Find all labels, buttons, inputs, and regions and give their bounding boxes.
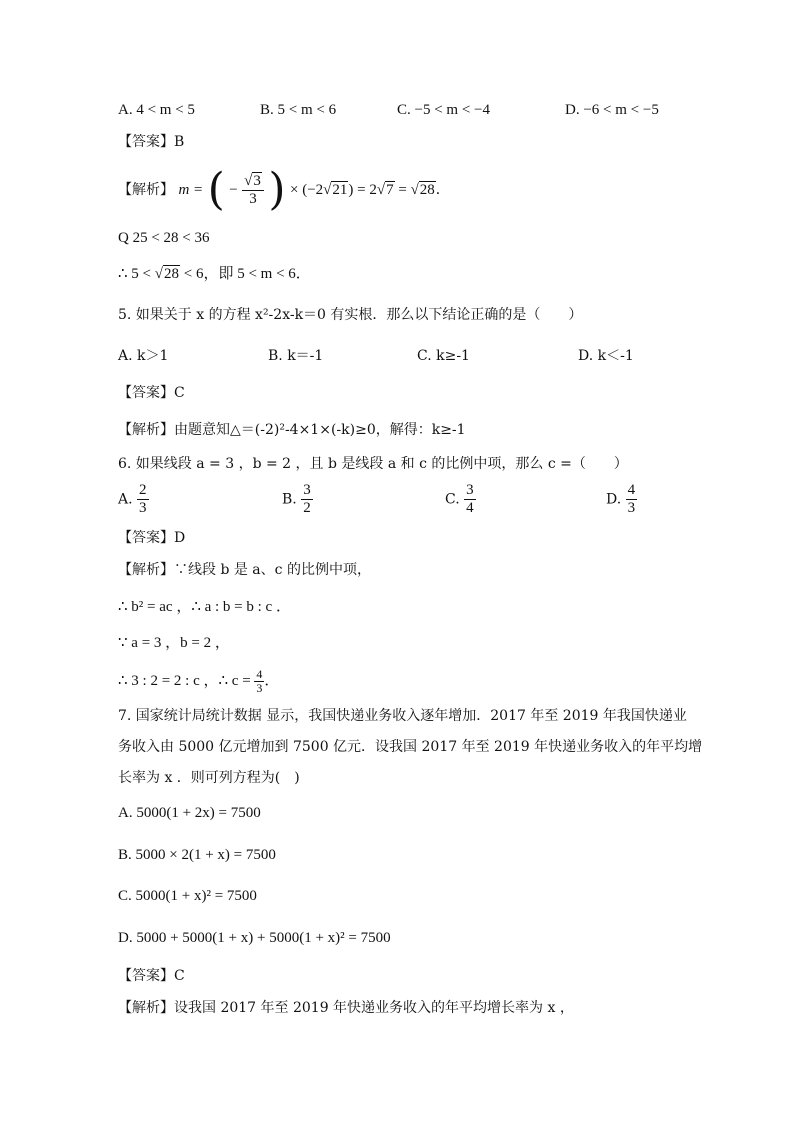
q6-option-b: B. $\frac{3}{2}$ (282, 482, 311, 516)
q7-stem-line-2: 务收入由 5000 亿元增加到 7500 亿元．设我国 2017 年至 2019 年快递业务收入的年平均增 (118, 739, 703, 755)
q7-option-b: B. 5000 × 2(1 + x) = 7500 (118, 847, 276, 863)
q4-expr-m: m = (178, 182, 204, 198)
q4-fraction-sqrt3-over-3: $\frac{√3}{3}$ (242, 173, 264, 208)
q5-analysis: 【解析】由题意知△＝(-2)²-4×1×(-k)≥0，解得：k≥-1 (118, 422, 466, 438)
q6-analysis-4: ∴ 3 : 2 = 2 : c ，∴ c = $\frac{4}{3}$ ． (118, 667, 280, 696)
den3-value: 3 (249, 190, 257, 207)
q6-stem: 6. 如果线段 a = 3 ，b = 2 ，且 b 是线段 a 和 c 的比例中项，那么 c =（ ） (118, 456, 628, 472)
sqrt3-value: 3 (253, 172, 261, 189)
q7-answer: 【答案】C (118, 968, 185, 984)
q6-option-d: D. $\frac{4}{3}$ (606, 482, 636, 516)
q4-eq2: = (394, 182, 411, 198)
q4-therefore-b: < 6，即 5 < m < 6． (183, 266, 311, 282)
q7-stem-line-1: 7. 国家统计局统计数据 显示，我国快递业务收入逐年增加．2017 年至 2019 年我国快递业 (118, 708, 687, 724)
right-paren: ) (268, 164, 286, 215)
q5-option-d: D. k＜-1 (578, 348, 634, 364)
q5-stem: 5. 如果关于 x 的方程 x²-2x-k＝0 有实根．那么以下结论正确的是（ ） (118, 307, 583, 323)
q4-answer: 【答案】B (118, 134, 185, 150)
q7-option-c: C. 5000(1 + x)² = 7500 (118, 888, 257, 904)
q7-option-a: A. 5000(1 + 2x) = 7500 (118, 805, 261, 821)
sqrt28-value: 28 (419, 182, 435, 198)
q6-option-c: C. $\frac{3}{4}$ (445, 482, 474, 516)
left-paren: ( (207, 164, 225, 215)
q7-stem-line-3: 长率为 x ．则可列方程为( ) (118, 770, 300, 786)
q4-expr-eq: ) = 2 (348, 182, 377, 198)
q6-analysis-2: ∴ b² = ac ，∴ a : b = b : c ． (118, 599, 291, 615)
q6-answer: 【答案】D (118, 530, 186, 546)
q5-option-c: C. k≥-1 (417, 348, 470, 364)
q4-option-c: C. −5 < m < −4 (397, 102, 491, 118)
q4-expr-rest: × (−2 (289, 182, 324, 198)
q7-option-d: D. 5000 + 5000(1 + x) + 5000(1 + x)² = 7500 (118, 930, 391, 946)
q6-option-a: A. $\frac{2}{3}$ (118, 482, 147, 516)
q5-answer: 【答案】C (118, 385, 185, 401)
q4-option-d: D. −6 < m < −5 (565, 102, 659, 118)
q4-analysis-label: 【解析】 (118, 182, 174, 198)
q4-because-line: Q 25 < 28 < 36 (118, 230, 210, 246)
sqrt7-value: 7 (386, 182, 394, 198)
q4-option-a: A. 4 < m < 5 (118, 102, 195, 118)
q6-analysis-1: 【解析】∵线段 b 是 a、c 的比例中项， (118, 562, 371, 578)
q7-analysis: 【解析】设我国 2017 年至 2019 年快递业务收入的年平均增长率为 x ， (118, 1000, 574, 1016)
sqrt21-value: 21 (332, 182, 348, 198)
minus-sign: − (229, 182, 238, 198)
q5-option-a: A. k＞1 (118, 348, 169, 364)
sqrt28b-value: 28 (164, 266, 179, 282)
q4-analysis: 【解析】 m = ( − $\frac{√3}{3}$ ) × (−2√21) = 2√7 = √28． (118, 164, 450, 215)
q4-option-b: B. 5 < m < 6 (260, 102, 337, 118)
q4-therefore-line: ∴ 5 < √28 < 6，即 5 < m < 6． (118, 266, 311, 282)
q5-option-b: B. k＝-1 (268, 348, 324, 364)
q4-therefore-a: ∴ 5 < (118, 266, 152, 282)
q4-period: ． (435, 182, 450, 198)
q6-analysis-3: ∵ a = 3 ，b = 2 ， (118, 635, 230, 651)
